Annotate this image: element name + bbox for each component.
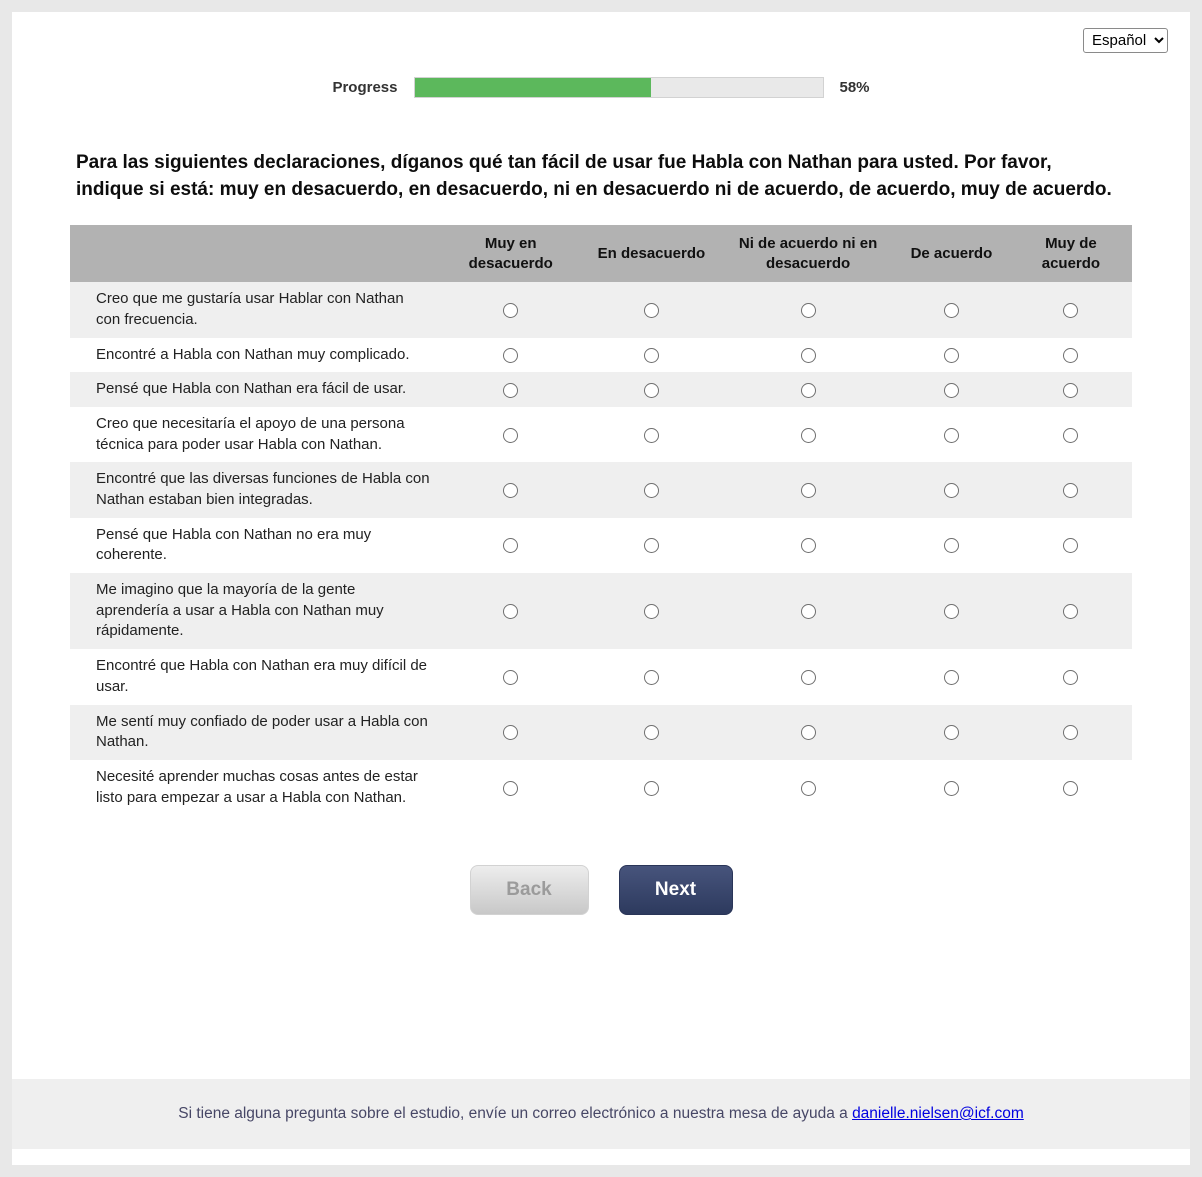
next-button[interactable]: Next <box>619 865 733 915</box>
radio-cell <box>723 338 893 373</box>
radio-row9-col2[interactable] <box>644 725 659 740</box>
radio-cell <box>1010 282 1132 337</box>
radio-row3-col2[interactable] <box>644 383 659 398</box>
radio-row3-col5[interactable] <box>1063 383 1078 398</box>
radio-cell <box>1010 518 1132 573</box>
radio-cell <box>893 372 1010 407</box>
question-text: Para las siguientes declaraciones, díganos qué tan fácil de usar fue Habla con Nathan para usted. Por favor, indique si está: muy en desacuerdo, en desacuerdo, ni en desacuerdo ni de acuerdo, de acuerdo, muy de acuerdo. <box>76 152 1112 200</box>
radio-cell <box>893 760 1010 815</box>
footer-text: Si tiene alguna pregunta sobre el estudio, envíe un correo electrónico a nuestra mesa de ayuda a <box>178 1105 853 1122</box>
radio-row5-col4[interactable] <box>944 483 959 498</box>
radio-row3-col1[interactable] <box>503 383 518 398</box>
progress-fill <box>415 78 652 97</box>
table-row <box>70 760 1132 815</box>
radio-cell <box>1010 338 1132 373</box>
table-row <box>70 462 1132 517</box>
radio-row8-col4[interactable] <box>944 670 959 685</box>
radio-row1-col4[interactable] <box>944 303 959 318</box>
radio-row1-col1[interactable] <box>503 303 518 318</box>
statement-text: Encontré que las diversas funciones de Habla con Nathan estaban bien integradas. <box>96 470 430 508</box>
likert-table <box>70 225 1132 815</box>
radio-row8-col1[interactable] <box>503 670 518 685</box>
radio-cell <box>723 518 893 573</box>
radio-cell <box>580 705 723 760</box>
radio-cell <box>1010 573 1132 649</box>
radio-cell <box>893 407 1010 462</box>
table-row <box>70 372 1132 407</box>
radio-cell <box>442 518 580 573</box>
radio-row2-col3[interactable] <box>801 348 816 363</box>
radio-row10-col3[interactable] <box>801 781 816 796</box>
radio-cell <box>580 573 723 649</box>
progress-percent: 58% <box>839 79 870 96</box>
radio-cell <box>1010 407 1132 462</box>
statement-text: Necesité aprender muchas cosas antes de estar listo para empezar a usar a Habla con Nathan. <box>96 767 418 806</box>
radio-row9-col1[interactable] <box>503 725 518 740</box>
table-header-row <box>70 225 1132 282</box>
radio-cell <box>1010 372 1132 407</box>
radio-cell <box>1010 705 1132 760</box>
table-row <box>70 282 1132 337</box>
radio-row4-col2[interactable] <box>644 428 659 443</box>
statement-text: Encontré a Habla con Nathan muy complicado. <box>96 345 410 363</box>
radio-row9-col3[interactable] <box>801 725 816 740</box>
radio-row2-col2[interactable] <box>644 348 659 363</box>
navigation-buttons <box>70 865 1132 915</box>
radio-row6-col3[interactable] <box>801 538 816 553</box>
radio-cell <box>723 372 893 407</box>
radio-cell <box>442 573 580 649</box>
radio-cell <box>723 462 893 517</box>
topbar <box>12 12 1190 53</box>
table-row <box>70 407 1132 462</box>
radio-row1-col3[interactable] <box>801 303 816 318</box>
radio-row3-col3[interactable] <box>801 383 816 398</box>
radio-cell <box>580 407 723 462</box>
table-row <box>70 573 1132 649</box>
radio-row10-col1[interactable] <box>503 781 518 796</box>
back-button[interactable]: Back <box>470 865 589 915</box>
radio-cell <box>1010 760 1132 815</box>
statement-column-header <box>70 225 442 282</box>
table-row <box>70 705 1132 760</box>
radio-cell <box>1010 649 1132 704</box>
radio-cell <box>1010 462 1132 517</box>
radio-row2-col1[interactable] <box>503 348 518 363</box>
radio-cell <box>442 282 580 337</box>
radio-cell <box>893 649 1010 704</box>
statement-text: Pensé que Habla con Nathan no era muy coherente. <box>96 525 372 564</box>
radio-row6-col1[interactable] <box>503 538 518 553</box>
progress-label: Progress <box>332 79 398 96</box>
statement-text: Pensé que Habla con Nathan era fácil de usar. <box>96 380 407 398</box>
statement-text: Creo que me gustaría usar Hablar con Nathan con frecuencia. <box>96 290 404 328</box>
radio-row5-col2[interactable] <box>644 483 659 498</box>
column-header: De acuerdo <box>893 225 1010 282</box>
language-select[interactable] <box>1083 28 1168 53</box>
survey-page <box>12 12 1190 1165</box>
radio-row7-col4[interactable] <box>944 604 959 619</box>
radio-row9-col4[interactable] <box>944 725 959 740</box>
column-header: Muy en desacuerdo <box>442 225 580 282</box>
radio-cell <box>723 760 893 815</box>
radio-row10-col4[interactable] <box>944 781 959 796</box>
radio-row7-col5[interactable] <box>1063 604 1078 619</box>
radio-cell <box>580 462 723 517</box>
table-row <box>70 518 1132 573</box>
radio-row5-col5[interactable] <box>1063 483 1078 498</box>
radio-row9-col5[interactable] <box>1063 725 1078 740</box>
radio-row8-col2[interactable] <box>644 670 659 685</box>
radio-row6-col2[interactable] <box>644 538 659 553</box>
radio-row6-col4[interactable] <box>944 538 959 553</box>
radio-cell <box>580 282 723 337</box>
radio-cell <box>893 705 1010 760</box>
radio-cell <box>442 338 580 373</box>
radio-cell <box>580 338 723 373</box>
column-header: Ni de acuerdo ni en desacuerdo <box>723 225 893 282</box>
radio-row5-col3[interactable] <box>801 483 816 498</box>
radio-cell <box>442 407 580 462</box>
radio-row4-col3[interactable] <box>801 428 816 443</box>
radio-row5-col1[interactable] <box>503 483 518 498</box>
table-row <box>70 649 1132 704</box>
radio-cell <box>893 338 1010 373</box>
radio-cell <box>580 760 723 815</box>
progress-section <box>12 77 1190 98</box>
radio-cell <box>893 282 1010 337</box>
radio-cell <box>723 705 893 760</box>
statement-text: Me imagino que la mayoría de la gente aprendería a usar a Habla con Nathan muy rápidamente. <box>96 581 384 640</box>
radio-cell <box>580 649 723 704</box>
radio-cell <box>723 282 893 337</box>
column-header: En desacuerdo <box>580 225 723 282</box>
radio-row8-col3[interactable] <box>801 670 816 685</box>
footer <box>12 1079 1190 1149</box>
radio-row2-col5[interactable] <box>1063 348 1078 363</box>
radio-row4-col1[interactable] <box>503 428 518 443</box>
radio-cell <box>442 705 580 760</box>
radio-cell <box>442 649 580 704</box>
radio-cell <box>580 518 723 573</box>
radio-row8-col5[interactable] <box>1063 670 1078 685</box>
radio-row7-col3[interactable] <box>801 604 816 619</box>
statement-text: Me sentí muy confiado de poder usar a Habla con Nathan. <box>96 712 428 751</box>
radio-cell <box>580 372 723 407</box>
progress-bar <box>414 77 824 98</box>
radio-row2-col4[interactable] <box>944 348 959 363</box>
footer-email-link[interactable]: danielle.nielsen@icf.com <box>852 1105 1024 1122</box>
statement-text: Creo que necesitaría el apoyo de una persona técnica para poder usar Habla con Nathan. <box>96 414 405 453</box>
radio-row7-col2[interactable] <box>644 604 659 619</box>
radio-row10-col2[interactable] <box>644 781 659 796</box>
radio-cell <box>893 518 1010 573</box>
radio-row10-col5[interactable] <box>1063 781 1078 796</box>
radio-row1-col5[interactable] <box>1063 303 1078 318</box>
column-header: Muy de acuerdo <box>1010 225 1132 282</box>
radio-row3-col4[interactable] <box>944 383 959 398</box>
radio-cell <box>442 760 580 815</box>
radio-row4-col5[interactable] <box>1063 428 1078 443</box>
radio-cell <box>723 649 893 704</box>
radio-cell <box>893 462 1010 517</box>
radio-cell <box>723 407 893 462</box>
radio-cell <box>723 573 893 649</box>
radio-cell <box>893 573 1010 649</box>
radio-cell <box>442 462 580 517</box>
radio-row7-col1[interactable] <box>503 604 518 619</box>
table-row <box>70 338 1132 373</box>
main-content <box>12 98 1190 915</box>
radio-row1-col2[interactable] <box>644 303 659 318</box>
statement-text: Encontré que Habla con Nathan era muy difícil de usar. <box>96 657 428 695</box>
radio-row4-col4[interactable] <box>944 428 959 443</box>
radio-row6-col5[interactable] <box>1063 538 1078 553</box>
radio-cell <box>442 372 580 407</box>
